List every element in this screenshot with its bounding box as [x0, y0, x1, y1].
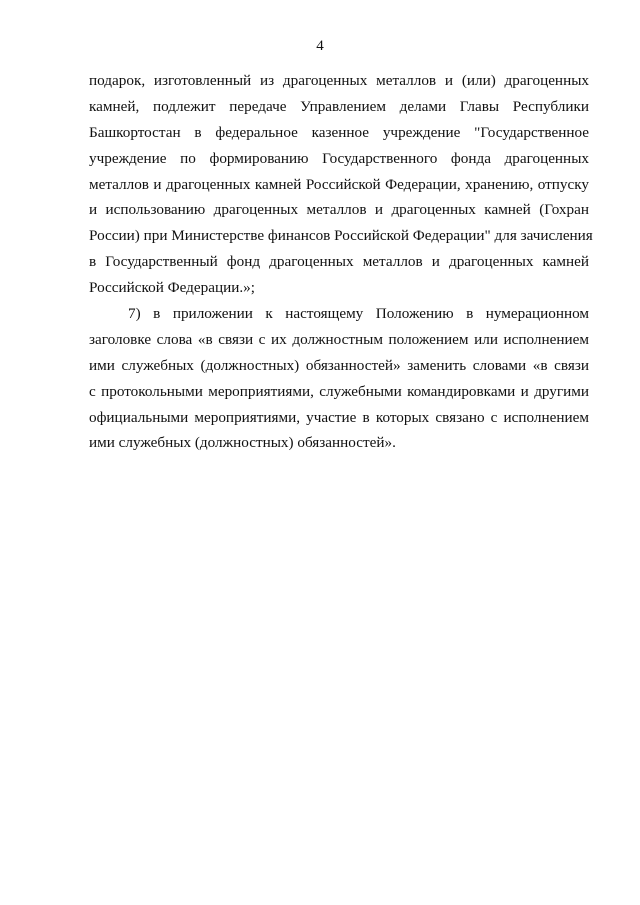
text-line: ими служебных (должностных) обязанностей».: [89, 434, 396, 452]
text-line: камней, подлежит передаче Управлением делами Главы Республики: [89, 97, 589, 115]
text-line: ими служебных (должностных) обязанностей» заменить словами «в связи: [89, 356, 589, 374]
paragraph-item-7: [89, 301, 589, 456]
text-line: и использованию драгоценных металлов и драгоценных камней (Гохран: [89, 201, 589, 219]
text-line: 7) в приложении к настоящему Положению в нумерационном: [128, 305, 589, 323]
text-line: Российской Федерации.»;: [89, 279, 255, 297]
text-line: металлов и драгоценных камней Российской Федерации, хранению, отпуску: [89, 175, 589, 193]
text-line: России) при Министерстве финансов Российской Федерации" для зачисления: [89, 227, 593, 245]
text-line: подарок, изготовленный из драгоценных металлов и (или) драгоценных: [89, 72, 589, 89]
text-line: с протокольными мероприятиями, служебными командировками и другими: [89, 382, 589, 400]
paragraph-gift-transfer: [89, 68, 593, 301]
text-line: в Государственный фонд драгоценных металлов и драгоценных камней: [89, 253, 589, 271]
text-line: заголовке слова «в связи с их должностным положением или исполнением: [89, 330, 589, 348]
text-line: учреждение по формированию Государственного фонда драгоценных: [89, 149, 589, 167]
page-number: 4: [316, 38, 324, 54]
document-body: [89, 68, 593, 456]
text-line: Башкортостан в федеральное казенное учреждение "Государственное: [89, 123, 589, 141]
text-line: официальными мероприятиями, участие в которых связано с исполнением: [89, 408, 589, 426]
